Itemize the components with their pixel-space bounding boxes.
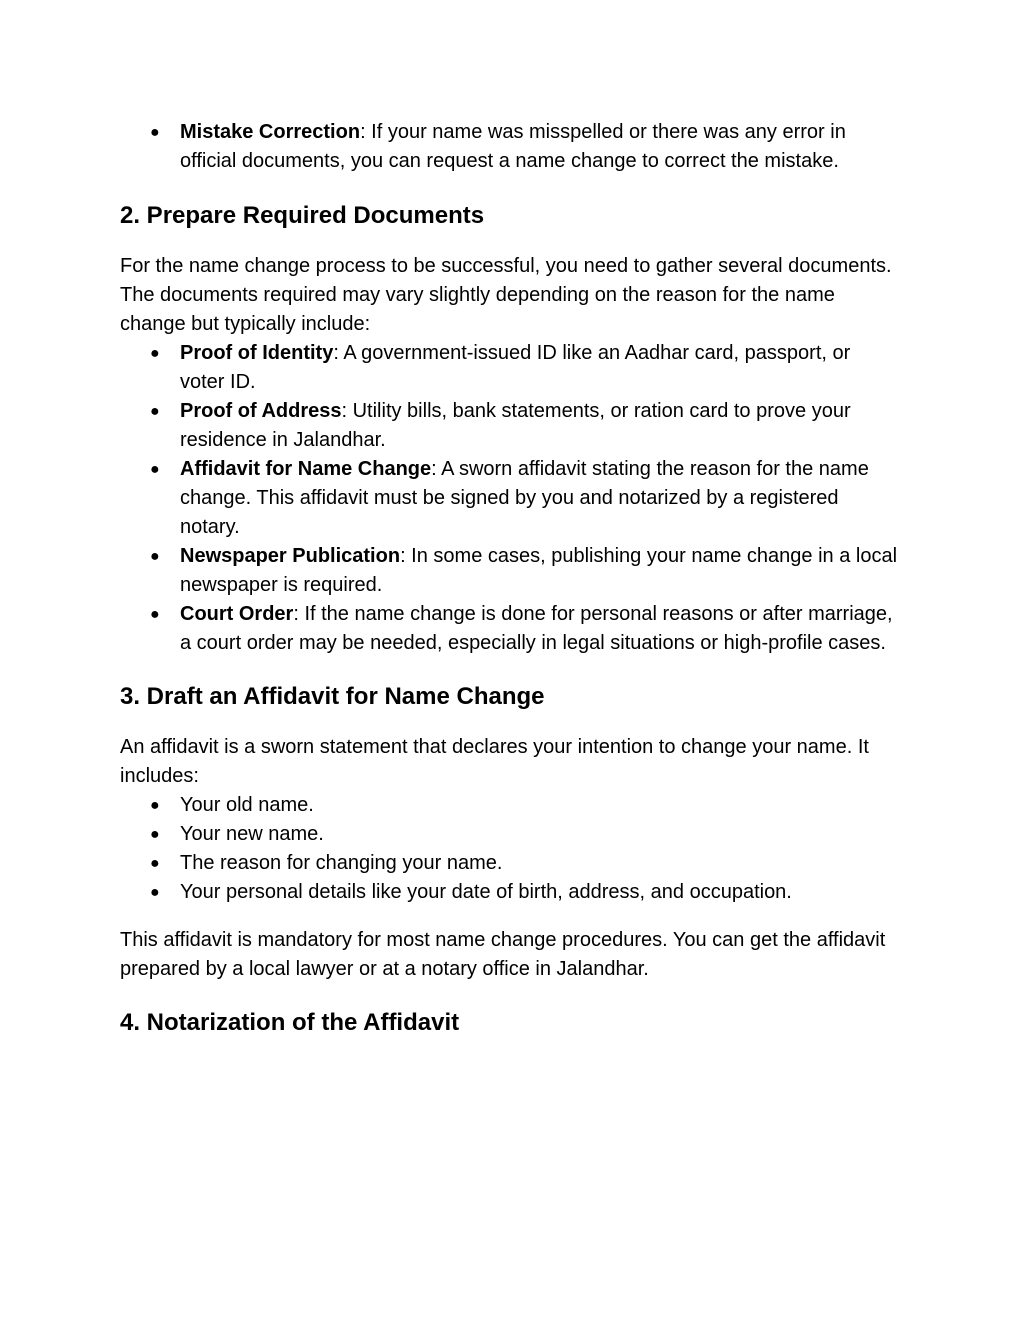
list-item-text: Your new name.	[180, 823, 324, 845]
required-documents-list	[120, 339, 900, 658]
list-item	[120, 791, 900, 820]
list-item-text: The reason for changing your name.	[180, 852, 503, 874]
list-item	[120, 878, 900, 907]
bullet-icon: ●	[150, 548, 160, 565]
bullet-icon: ●	[150, 797, 160, 814]
bullet-icon: ●	[150, 884, 160, 901]
list-item	[120, 339, 900, 397]
affidavit-contents-list	[120, 791, 900, 907]
bullet-icon: ●	[150, 124, 160, 141]
list-item	[120, 849, 900, 878]
bullet-icon: ●	[150, 826, 160, 843]
section-heading-draft-affidavit: 3. Draft an Affidavit for Name Change	[120, 683, 545, 710]
list-item-term: Newspaper Publication	[180, 545, 401, 567]
list-item-text: : If the name change is done for personal reasons or after marriage, a court order may be needed, especially in legal situations or high-profile cases.	[180, 603, 893, 654]
list-item-text: Your old name.	[180, 794, 314, 816]
list-item-term: Proof of Address	[180, 400, 342, 422]
bullet-icon: ●	[150, 345, 160, 362]
list-item	[120, 820, 900, 849]
list-item-text: : If your name was misspelled or there was any error in official documents, you can request a name change to correct the mistake.	[180, 121, 846, 172]
bullet-icon: ●	[150, 855, 160, 872]
list-item-term: Mistake Correction	[180, 121, 361, 143]
section-intro-paragraph: For the name change process to be successful, you need to gather several documents. The documents required may vary slightly depending on the reason for the name change but typically include:	[120, 255, 892, 335]
list-item	[120, 542, 900, 600]
list-item-text: : In some cases, publishing your name change in a local newspaper is required.	[180, 545, 898, 596]
list-item-term: Proof of Identity	[180, 342, 334, 364]
list-item-term: Court Order	[180, 603, 294, 625]
list-item	[120, 600, 900, 658]
list-item-text: : A government-issued ID like an Aadhar card, passport, or voter ID.	[180, 342, 851, 393]
bullet-icon: ●	[150, 461, 160, 478]
section-intro-paragraph: An affidavit is a sworn statement that declares your intention to change your name. It includes:	[120, 736, 869, 787]
bullet-icon: ●	[150, 403, 160, 420]
bullet-icon: ●	[150, 606, 160, 623]
section-heading-prepare-documents: 2. Prepare Required Documents	[120, 202, 485, 229]
list-item	[120, 118, 900, 176]
document-page	[120, 118, 900, 1038]
reasons-list	[120, 118, 900, 176]
section-heading-notarization: 4. Notarization of the Affidavit	[120, 1009, 460, 1036]
list-item-text: : A sworn affidavit stating the reason for the name change. This affidavit must be signed by you and notarized by a registered notary.	[180, 458, 869, 538]
list-item-term: Affidavit for Name Change	[180, 458, 432, 480]
section-closing-paragraph: This affidavit is mandatory for most name change procedures. You can get the affidavit prepared by a local lawyer or at a notary office in Jalandhar.	[120, 929, 886, 980]
list-item	[120, 397, 900, 455]
list-item	[120, 455, 900, 542]
list-item-text: : Utility bills, bank statements, or ration card to prove your residence in Jalandhar.	[180, 400, 851, 451]
list-item-text: Your personal details like your date of birth, address, and occupation.	[180, 881, 792, 903]
